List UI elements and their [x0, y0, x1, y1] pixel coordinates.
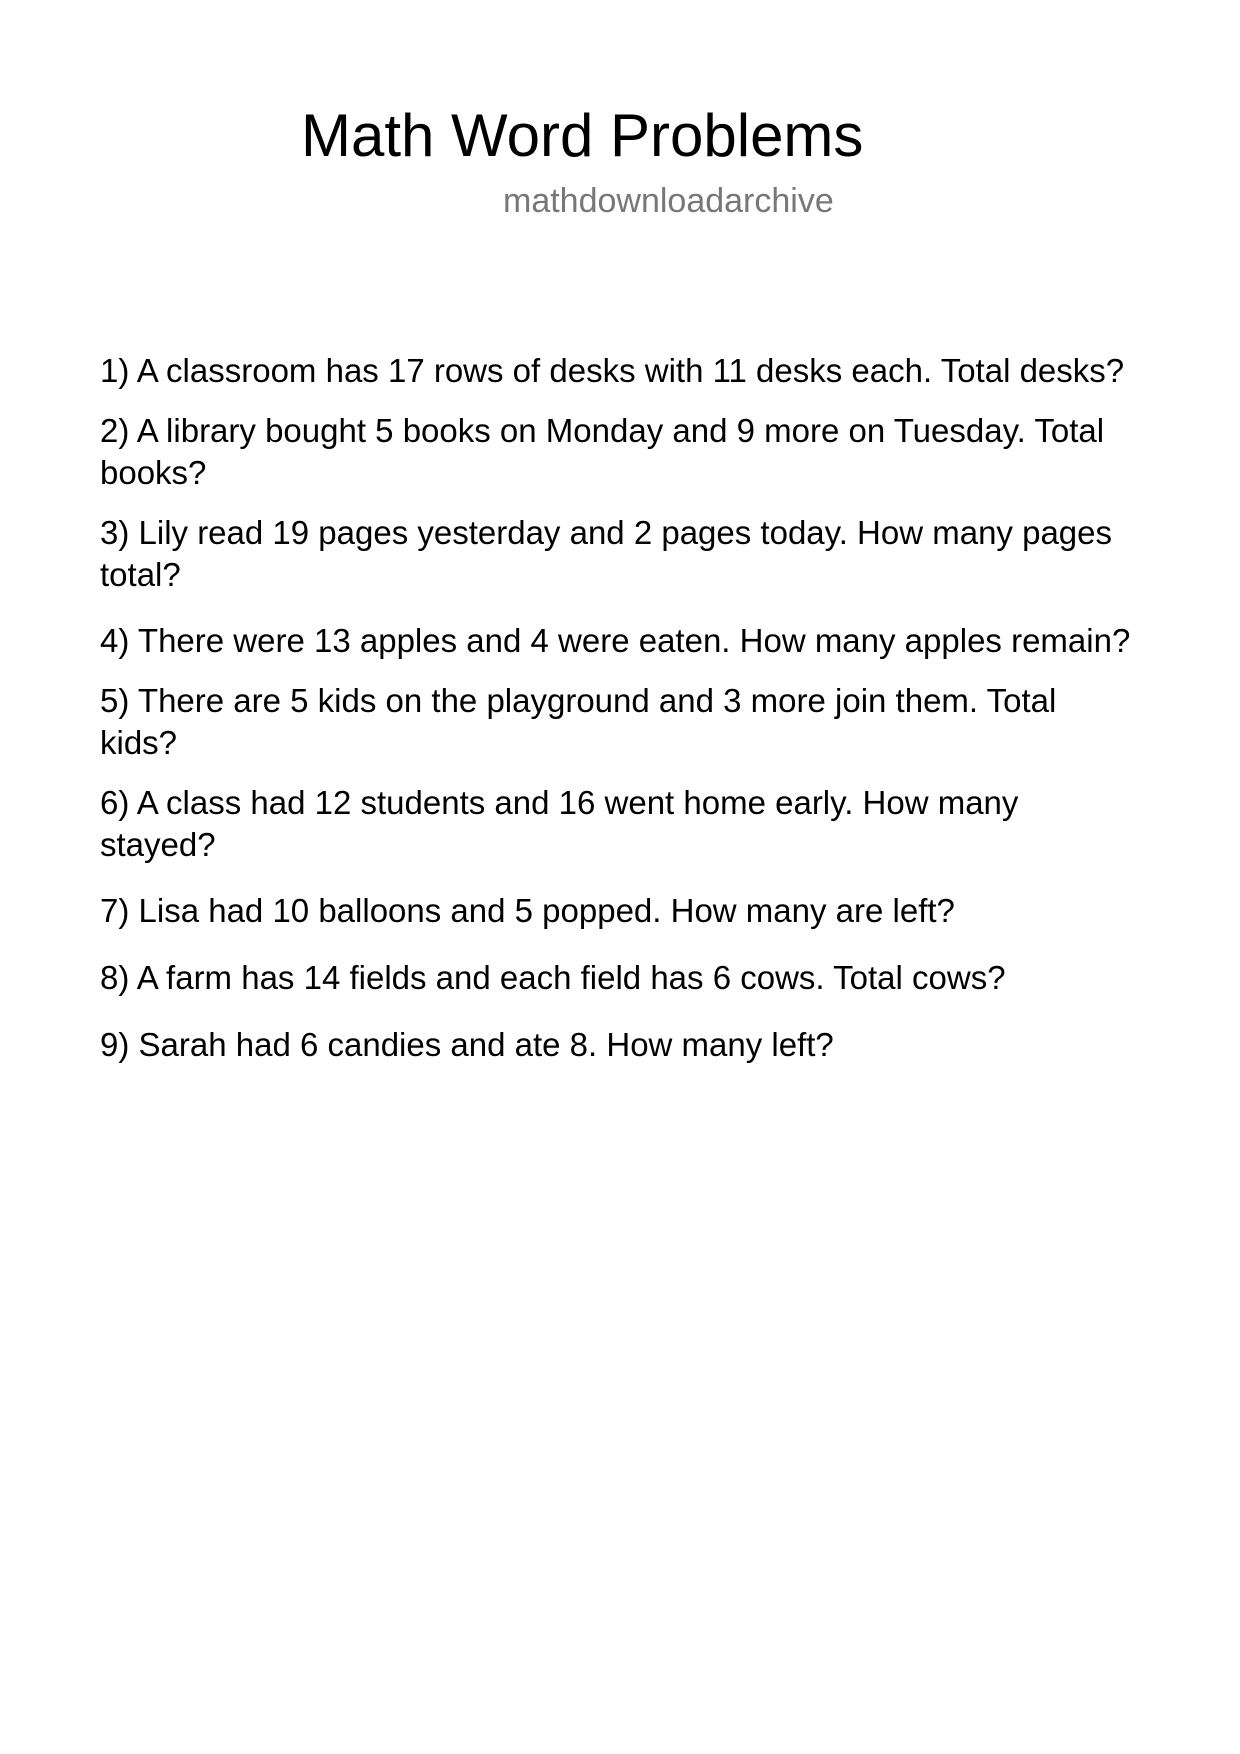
problem-item: 6) A class had 12 students and 16 went home early. How many stayed?: [100, 784, 1019, 863]
problem-item: 5) There are 5 kids on the playground and 3 more join them. Total kids?: [100, 682, 1057, 761]
problem-item: 9) Sarah had 6 candies and ate 8. How many left?: [100, 1026, 834, 1063]
page-subtitle: mathdownloadarchive: [503, 182, 834, 220]
page-title: Math Word Problems: [301, 102, 864, 169]
problem-item: 3) Lily read 19 pages yesterday and 2 pages today. How many pages total?: [100, 514, 1113, 593]
problem-item: 8) A farm has 14 fields and each field has 6 cows. Total cows?: [100, 959, 1006, 996]
problem-item: 7) Lisa had 10 balloons and 5 popped. How many are left?: [100, 892, 955, 929]
problem-item: 1) A classroom has 17 rows of desks with 11 desks each. Total desks?: [100, 352, 1125, 389]
problem-item: 2) A library bought 5 books on Monday and 9 more on Tuesday. Total books?: [100, 412, 1105, 491]
problem-item: 4) There were 13 apples and 4 were eaten. How many apples remain?: [100, 622, 1131, 659]
problem-list: [100, 350, 1140, 1066]
